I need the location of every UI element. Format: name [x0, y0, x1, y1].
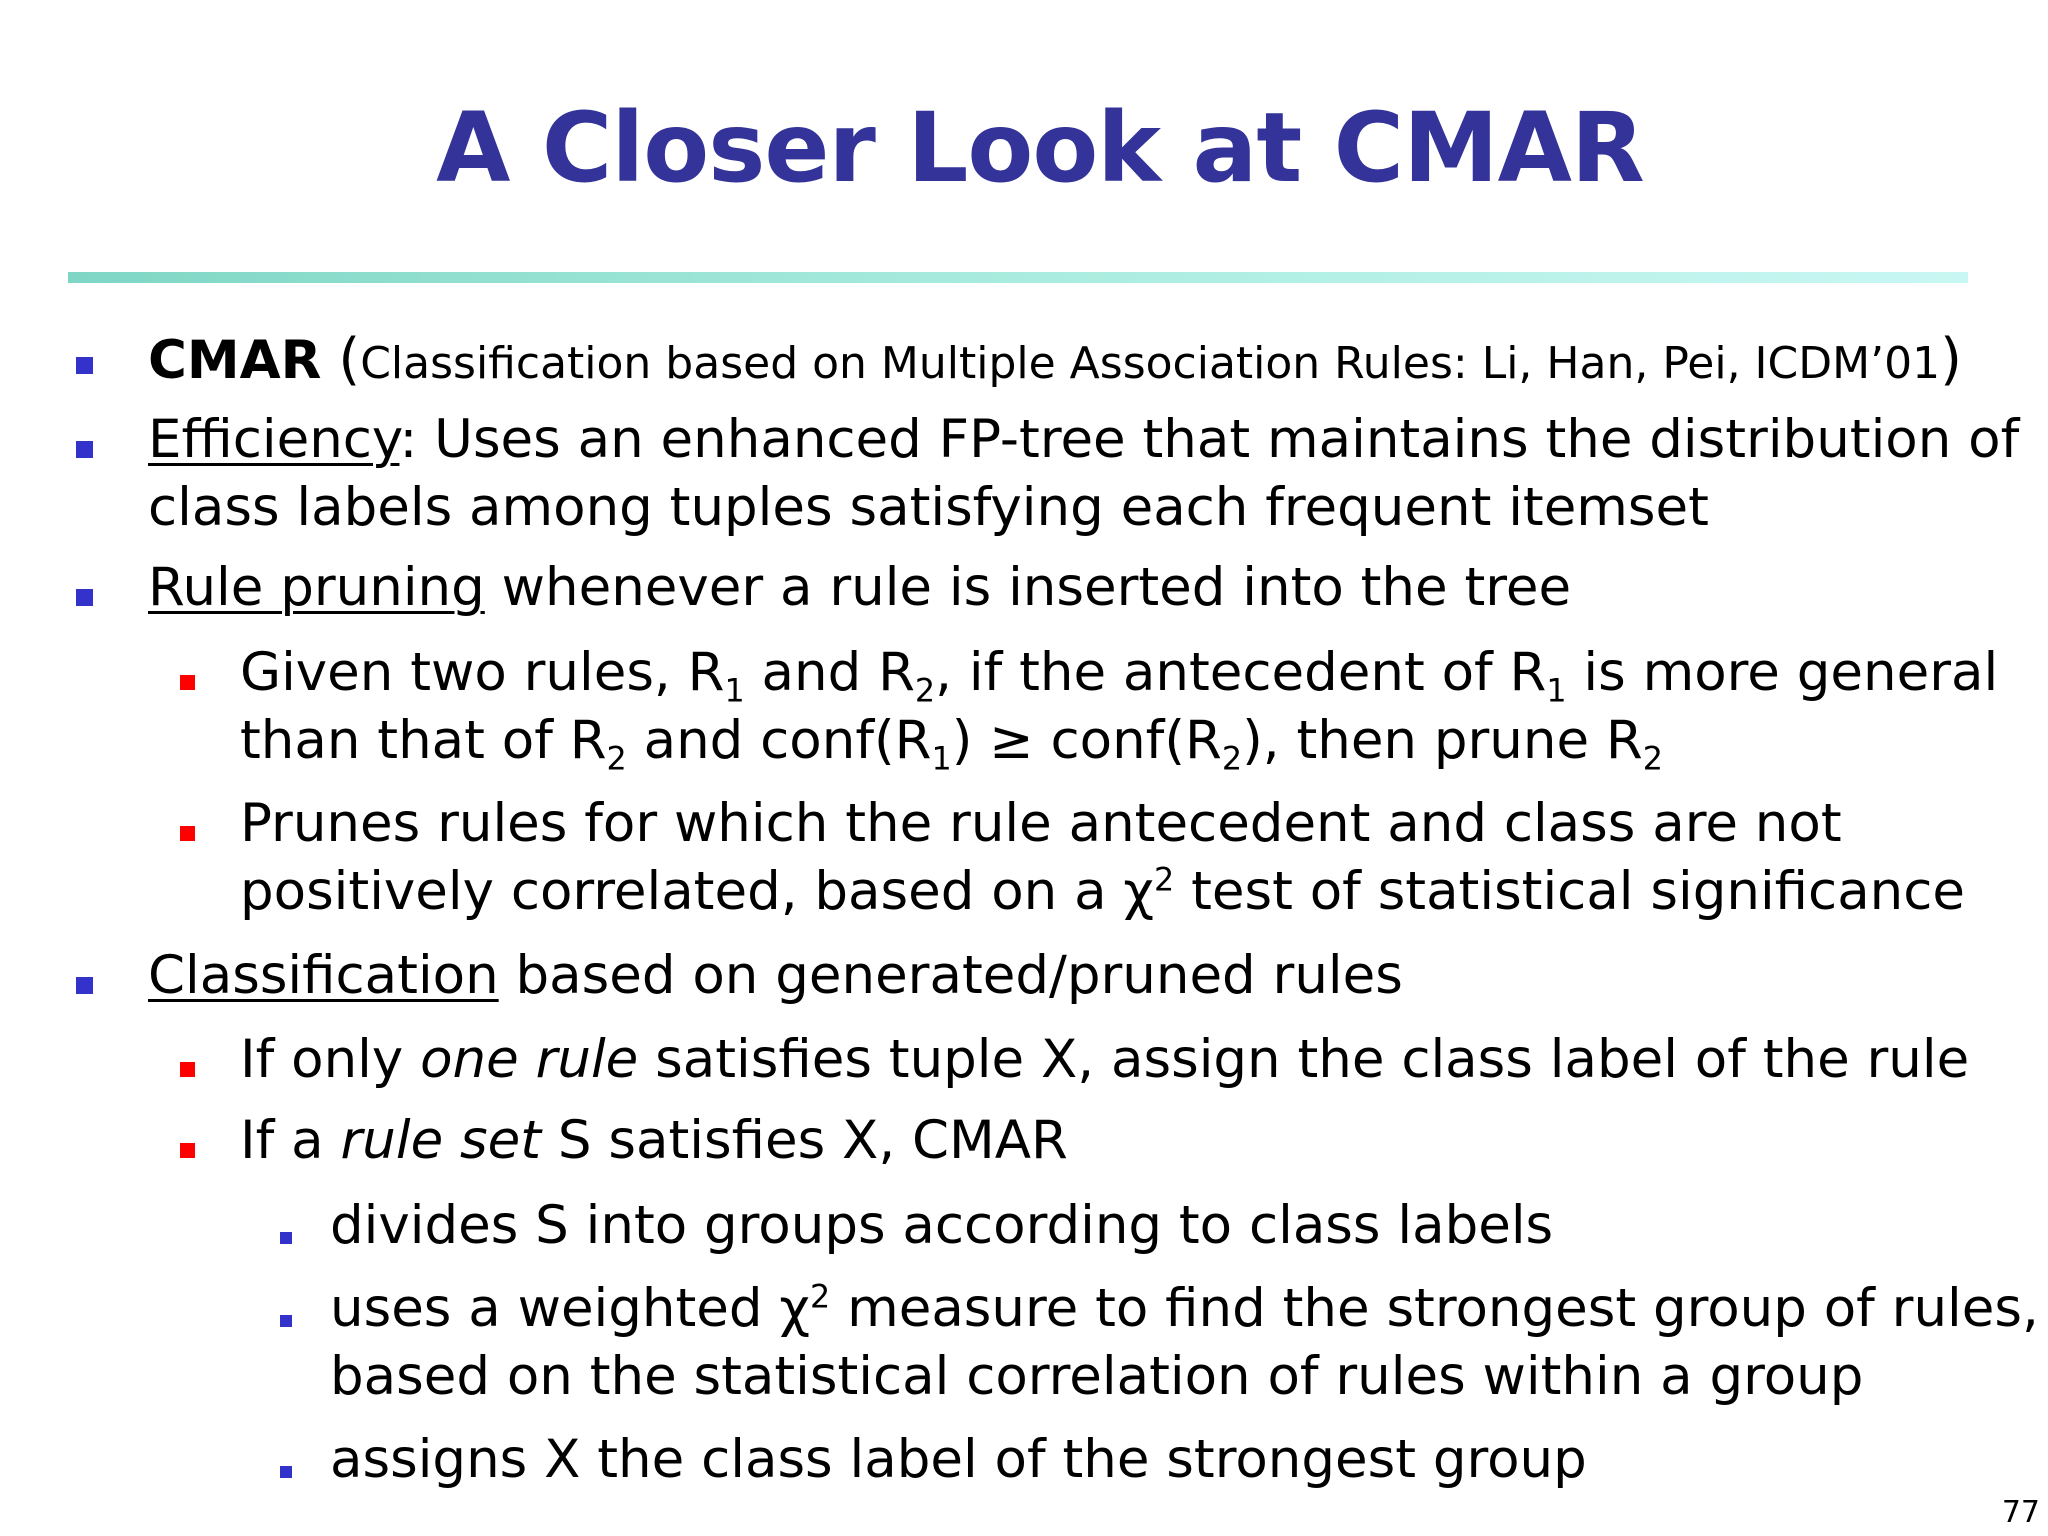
emphasis: one rule — [420, 1029, 639, 1090]
rule-pruning-label: Rule pruning — [148, 557, 485, 618]
bullet-square-icon — [76, 441, 93, 458]
classification-text: based on generated/pruned rules — [498, 945, 1403, 1006]
slide-title: A Closer Look at CMAR — [436, 92, 1644, 204]
pruning-sub-2-line-2 — [240, 862, 1965, 922]
cmar-open-paren: ( — [338, 327, 361, 392]
bullet-square-icon — [76, 977, 93, 994]
sub-bullet-square-icon — [180, 826, 195, 841]
sub-sub-item-1: divides S into groups according to class labels — [330, 1195, 1554, 1256]
text: and R — [744, 642, 915, 703]
sub-sub-bullet-square-icon — [280, 1466, 292, 1478]
cmar-label: CMAR — [148, 330, 322, 391]
emphasis: rule set — [340, 1110, 542, 1171]
subscript: 2 — [606, 740, 627, 778]
text: , if the antecedent of R — [935, 642, 1547, 703]
superscript: 2 — [1154, 861, 1175, 899]
text: than that of R — [240, 710, 607, 771]
bullet-square-icon — [76, 357, 93, 374]
subscript: 1 — [931, 740, 952, 778]
pruning-sub-1-line-2 — [240, 710, 1663, 778]
sub-bullet-square-icon — [180, 1143, 195, 1158]
sub-sub-bullet-square-icon — [280, 1315, 292, 1327]
page-number: 77 — [2001, 1495, 2040, 1530]
pruning-sub-1-line-1 — [240, 642, 1999, 710]
rule-pruning-text: whenever a rule is inserted into the tree — [484, 557, 1572, 618]
text: satisfies tuple X, assign the class label of the rule — [638, 1029, 1970, 1090]
sub-sub-item-2-line-2: based on the statistical correlation of rules within a group — [330, 1346, 1864, 1407]
cmar-detail: Classification based on Multiple Association Rules: Li, Han, Pei, ICDM’01 — [360, 338, 1941, 389]
subscript: 2 — [1642, 740, 1663, 778]
text: measure to find the strongest group of rules, — [830, 1278, 2039, 1339]
text: uses a weighted χ — [330, 1278, 811, 1339]
sub-sub-bullet-square-icon — [280, 1232, 292, 1244]
classification-sub-2 — [240, 1111, 1068, 1171]
pruning-sub-2-line-1: Prunes rules for which the rule antecedent and class are not — [240, 793, 1842, 854]
subscript: 1 — [724, 672, 745, 710]
classification-sub-1 — [240, 1030, 1969, 1090]
subscript: 2 — [1221, 740, 1243, 778]
bullet-classification — [148, 946, 1403, 1006]
text: If only — [240, 1029, 421, 1090]
classification-label: Classification — [148, 945, 499, 1006]
sub-sub-item-2-line-1 — [330, 1279, 2039, 1339]
text: S satisfies X, CMAR — [541, 1110, 1068, 1171]
efficiency-text-2: class labels among tuples satisfying each frequent itemset — [148, 477, 1709, 538]
efficiency-label: Efficiency — [148, 409, 400, 470]
text: is more general — [1566, 642, 1999, 703]
text: Given two rules, R — [240, 642, 725, 703]
text: ) ≥ conf(R — [951, 710, 1222, 771]
sub-bullet-square-icon — [180, 675, 195, 690]
cmar-close-paren: ) — [1940, 327, 1962, 392]
sub-bullet-square-icon — [180, 1062, 195, 1077]
bullet-square-icon — [76, 589, 93, 606]
subscript: 2 — [914, 672, 936, 710]
text: ), then prune R — [1242, 710, 1643, 771]
text: and conf(R — [626, 710, 932, 771]
bullet-rule-pruning — [148, 558, 1571, 618]
efficiency-text-1: : Uses an enhanced FP-tree that maintains the distribution of — [399, 409, 2020, 470]
superscript: 2 — [810, 1278, 831, 1316]
subscript: 1 — [1546, 672, 1567, 710]
text: test of statistical significance — [1174, 861, 1966, 922]
text: If a — [240, 1110, 341, 1171]
bullet-cmar — [148, 327, 1962, 394]
bullet-efficiency — [148, 410, 2019, 470]
sub-sub-item-3: assigns X the class label of the strongest group — [330, 1429, 1587, 1490]
text: positively correlated, based on a χ — [240, 861, 1155, 922]
